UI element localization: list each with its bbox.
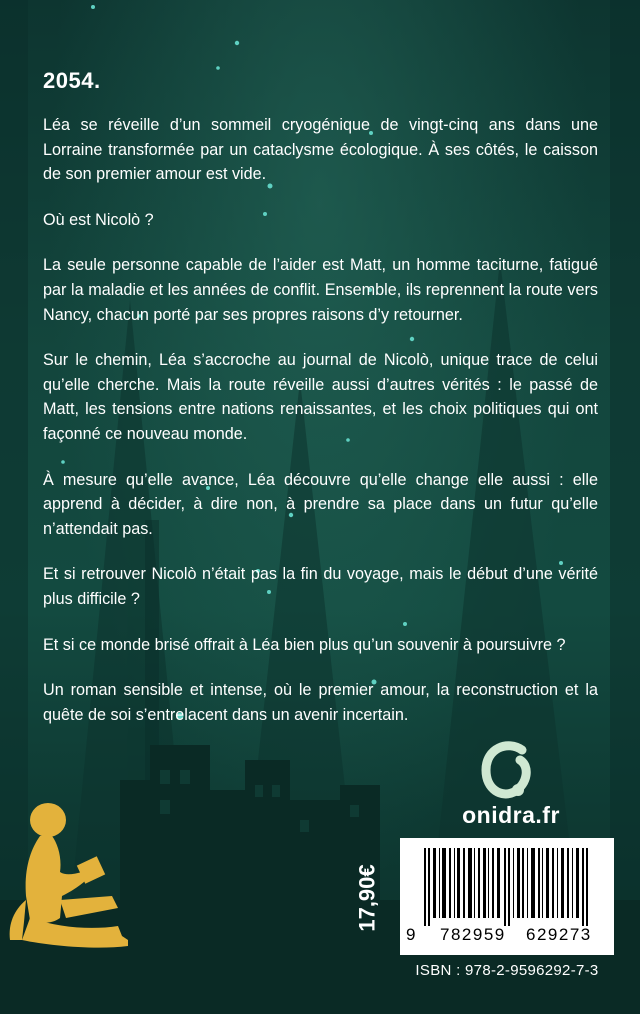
publisher-website: onidra.fr	[462, 802, 560, 828]
synopsis-paragraph: Et si retrouver Nicolò n’était pas la fin du voyage, mais le début d’une vérité plus difficile ?	[43, 565, 598, 608]
barcode-left-group: 782959	[440, 925, 506, 944]
price-text: 17,90€	[355, 864, 381, 932]
synopsis-paragraph: Léa se réveille d’un sommeil cryogénique de vingt-cinq ans dans une Lorraine transformée par un cataclysme écologique. À ses côtés, le caisson de son premier amour est vide.	[43, 116, 598, 184]
price-label	[340, 838, 396, 958]
synopsis-paragraph: Un roman sensible et intense, où le premier amour, la reconstruction et la quête de soi s’entrelacent dans un avenir incertain.	[43, 681, 598, 724]
synopsis	[43, 113, 598, 748]
barcode-bars	[416, 848, 600, 926]
onidra-logo-icon	[478, 740, 538, 802]
synopsis-paragraph: À mesure qu’elle avance, Léa découvre qu’elle change elle aussi : elle apprend à décider, à dire non, à prendre sa place dans un futur qu’elle n’attendait pas.	[43, 470, 598, 538]
synopsis-paragraph: La seule personne capable de l’aider est Matt, un homme taciturne, fatigué par la maladie et les années de conflit. Ensemble, ils reprennent la route vers Nancy, chacun porté par ses propres raisons d’y retourner.	[43, 256, 598, 324]
synopsis-paragraph: Où est Nicolò ?	[43, 210, 154, 229]
barcode	[400, 838, 614, 955]
isbn-label: ISBN : 978-2-9596292-7-3	[415, 962, 599, 979]
synopsis-paragraph: Et si ce monde brisé offrait à Léa bien plus qu’un souvenir à poursuivre ?	[43, 635, 566, 654]
barcode-right-group: 629273	[526, 925, 592, 944]
barcode-first-digit: 9	[406, 925, 417, 944]
year-heading: 2054.	[43, 68, 101, 93]
reader-silhouette-icon	[0, 800, 160, 960]
synopsis-paragraph: Sur le chemin, Léa s’accroche au journal de Nicolò, unique trace de celui qu’elle cherche. Mais la route réveille aussi d’autres vérités : le passé de Matt, les tensions entre nations renaissantes, et les choix politiques qui ont façonné ce nouveau monde.	[43, 351, 598, 443]
